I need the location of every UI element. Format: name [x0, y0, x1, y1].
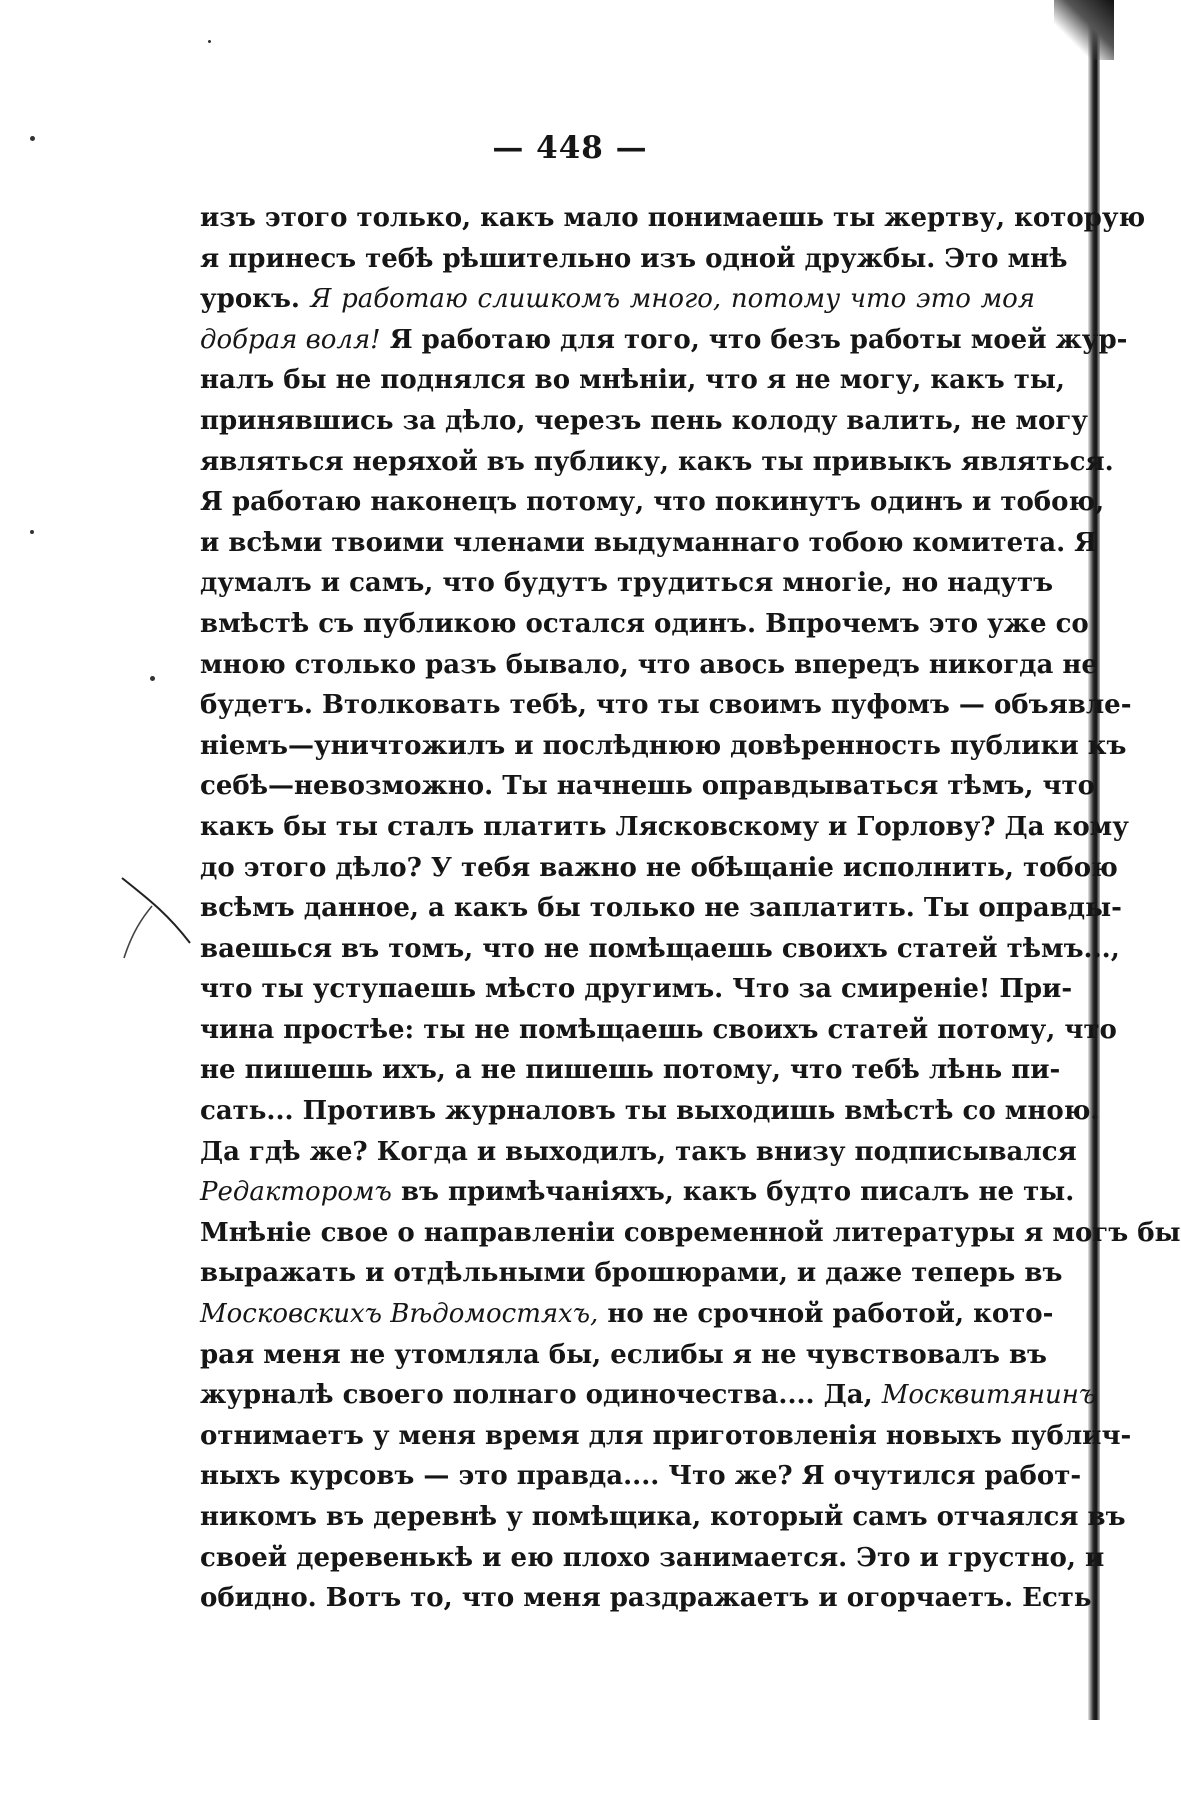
text-segment: себѣ—невозможно. Ты начнешь оправдываться тѣмъ, что [200, 771, 1095, 802]
text-line [200, 239, 1068, 280]
text-line [200, 1091, 1100, 1132]
page-number: — 448 — [492, 130, 648, 166]
text-line [200, 1375, 1097, 1416]
text-segment: чина простѣе: ты не помѣщаешь своихъ статей потому, что [200, 1014, 1117, 1045]
text-line [200, 1335, 1047, 1376]
italic-segment: Московскихъ Вѣдомостяхъ, [200, 1299, 599, 1330]
body-text [200, 198, 1181, 1619]
italic-segment: добрая воля! [200, 324, 381, 355]
text-segment: и всѣми твоими членами выдуманнаго тобою комитета. Я [200, 527, 1098, 558]
text-segment: принявшись за дѣло, черезъ пень колоду валить, не могу [200, 405, 1088, 436]
text-line [200, 401, 1088, 442]
text-segment: Я работаю наконецъ потому, что покинутъ одинъ и тобою, [200, 487, 1105, 518]
text-line [200, 563, 1054, 604]
text-line [200, 482, 1105, 523]
text-segment: налъ бы не поднялся во мнѣніи, что я не могу, какъ ты, [200, 365, 1065, 396]
text-segment: думалъ и самъ, что будутъ трудиться многіе, но надутъ [200, 568, 1054, 599]
italic-segment: Я работаю слишкомъ много, потому что это моя [310, 284, 1035, 315]
speck [30, 530, 34, 534]
text-segment: своей деревенькѣ и ею плохо занимается. Это и грустно, и [200, 1542, 1105, 1573]
text-segment: какъ бы ты сталъ платить Лясковскому и Горлову? Да кому [200, 811, 1129, 842]
text-segment: рая меня не утомляла бы, еслибы я не чувствовалъ въ [200, 1339, 1047, 1370]
text-segment: ныхъ курсовъ — это правда.... Что же? Я очутился работ- [200, 1461, 1082, 1492]
speck [150, 676, 155, 681]
text-line [200, 888, 1122, 929]
text-line [200, 1497, 1126, 1538]
page-corner-shadow [1054, 0, 1114, 60]
text-line [200, 1213, 1181, 1254]
text-segment: журналѣ своего полнаго одиночества.... Да, [200, 1380, 882, 1411]
text-line [200, 279, 1035, 320]
text-line [200, 523, 1098, 564]
text-line [200, 1456, 1082, 1497]
text-line [200, 1253, 1063, 1294]
text-line [200, 1578, 1092, 1619]
text-segment: ніемъ—уничтожилъ и послѣднюю довѣренность публики къ [200, 730, 1127, 761]
text-segment: ваешься въ томъ, что не помѣщаешь своихъ статей тѣмъ..., [200, 933, 1120, 964]
text-segment: что ты уступаешь мѣсто другимъ. Что за смиреніе! При- [200, 974, 1073, 1005]
text-segment: урокъ. [200, 284, 311, 315]
text-line [200, 360, 1065, 401]
text-segment: вмѣстѣ съ публикою остался одинъ. Впрочемъ это уже со [200, 608, 1089, 639]
text-segment: изъ этого только, какъ мало понимаешь ты жертву, которую [200, 203, 1146, 233]
text-line [200, 1010, 1117, 1051]
text-line [200, 645, 1098, 686]
text-line [200, 198, 1146, 239]
text-segment: мною столько разъ бывало, что авось впередъ никогда не [200, 649, 1098, 680]
text-segment: не пишешь ихъ, а не пишешь потому, что тебѣ лѣнь пи- [200, 1055, 1061, 1086]
text-line [200, 726, 1127, 767]
text-segment: но не срочной работой, кото- [598, 1299, 1054, 1330]
text-line [200, 320, 1128, 361]
text-line [200, 685, 1132, 726]
text-segment: я принесъ тебѣ рѣшительно изъ одной дружбы. Это мнѣ [200, 243, 1068, 274]
text-line [200, 1050, 1061, 1091]
text-segment: выражать и отдѣльными брошюрами, и даже теперь въ [200, 1258, 1063, 1289]
text-line [200, 929, 1120, 970]
text-segment: сать... Противъ журналовъ ты выходишь вмѣстѣ со мною. [200, 1096, 1100, 1127]
text-line [200, 442, 1114, 483]
text-segment: въ примѣчаніяхъ, какъ будто писалъ не ты. [391, 1177, 1075, 1208]
text-segment: Мнѣніе свое о направленіи современной литературы я могъ бы [200, 1217, 1181, 1248]
text-segment: будетъ. Втолковать тебѣ, что ты своимъ пуфомъ — объявле- [200, 690, 1132, 721]
italic-segment: Редакторомъ [200, 1177, 392, 1208]
text-line [200, 1538, 1105, 1579]
text-segment: являться неряхой въ публику, какъ ты привыкъ являться. [200, 446, 1114, 477]
text-segment: всѣмъ данное, а какъ бы только не заплатить. Ты оправды- [200, 893, 1122, 924]
text-line [200, 1416, 1132, 1457]
text-segment: отнимаетъ у меня время для приготовленія новыхъ публич- [200, 1420, 1132, 1451]
text-segment: Я работаю для того, что безъ работы моей жур- [380, 324, 1128, 355]
text-line [200, 969, 1073, 1010]
text-segment: обидно. Вотъ то, что меня раздражаетъ и огорчаетъ. Есть [200, 1583, 1092, 1614]
text-line [200, 604, 1089, 645]
italic-segment: Москвитянинъ [881, 1380, 1097, 1411]
text-line [200, 1294, 1054, 1335]
text-line [200, 766, 1095, 807]
speck [208, 40, 211, 43]
text-line [200, 1172, 1075, 1213]
text-segment: никомъ въ деревнѣ у помѣщика, который самъ отчаялся въ [200, 1502, 1126, 1532]
text-line [200, 1132, 1077, 1173]
text-line [200, 807, 1129, 848]
text-segment: до этого дѣло? У тебя важно не обѣщаніе исполнить, тобою [200, 852, 1118, 883]
text-segment: Да гдѣ же? Когда и выходилъ, такъ внизу подписывался [200, 1136, 1077, 1167]
text-line [200, 848, 1118, 889]
